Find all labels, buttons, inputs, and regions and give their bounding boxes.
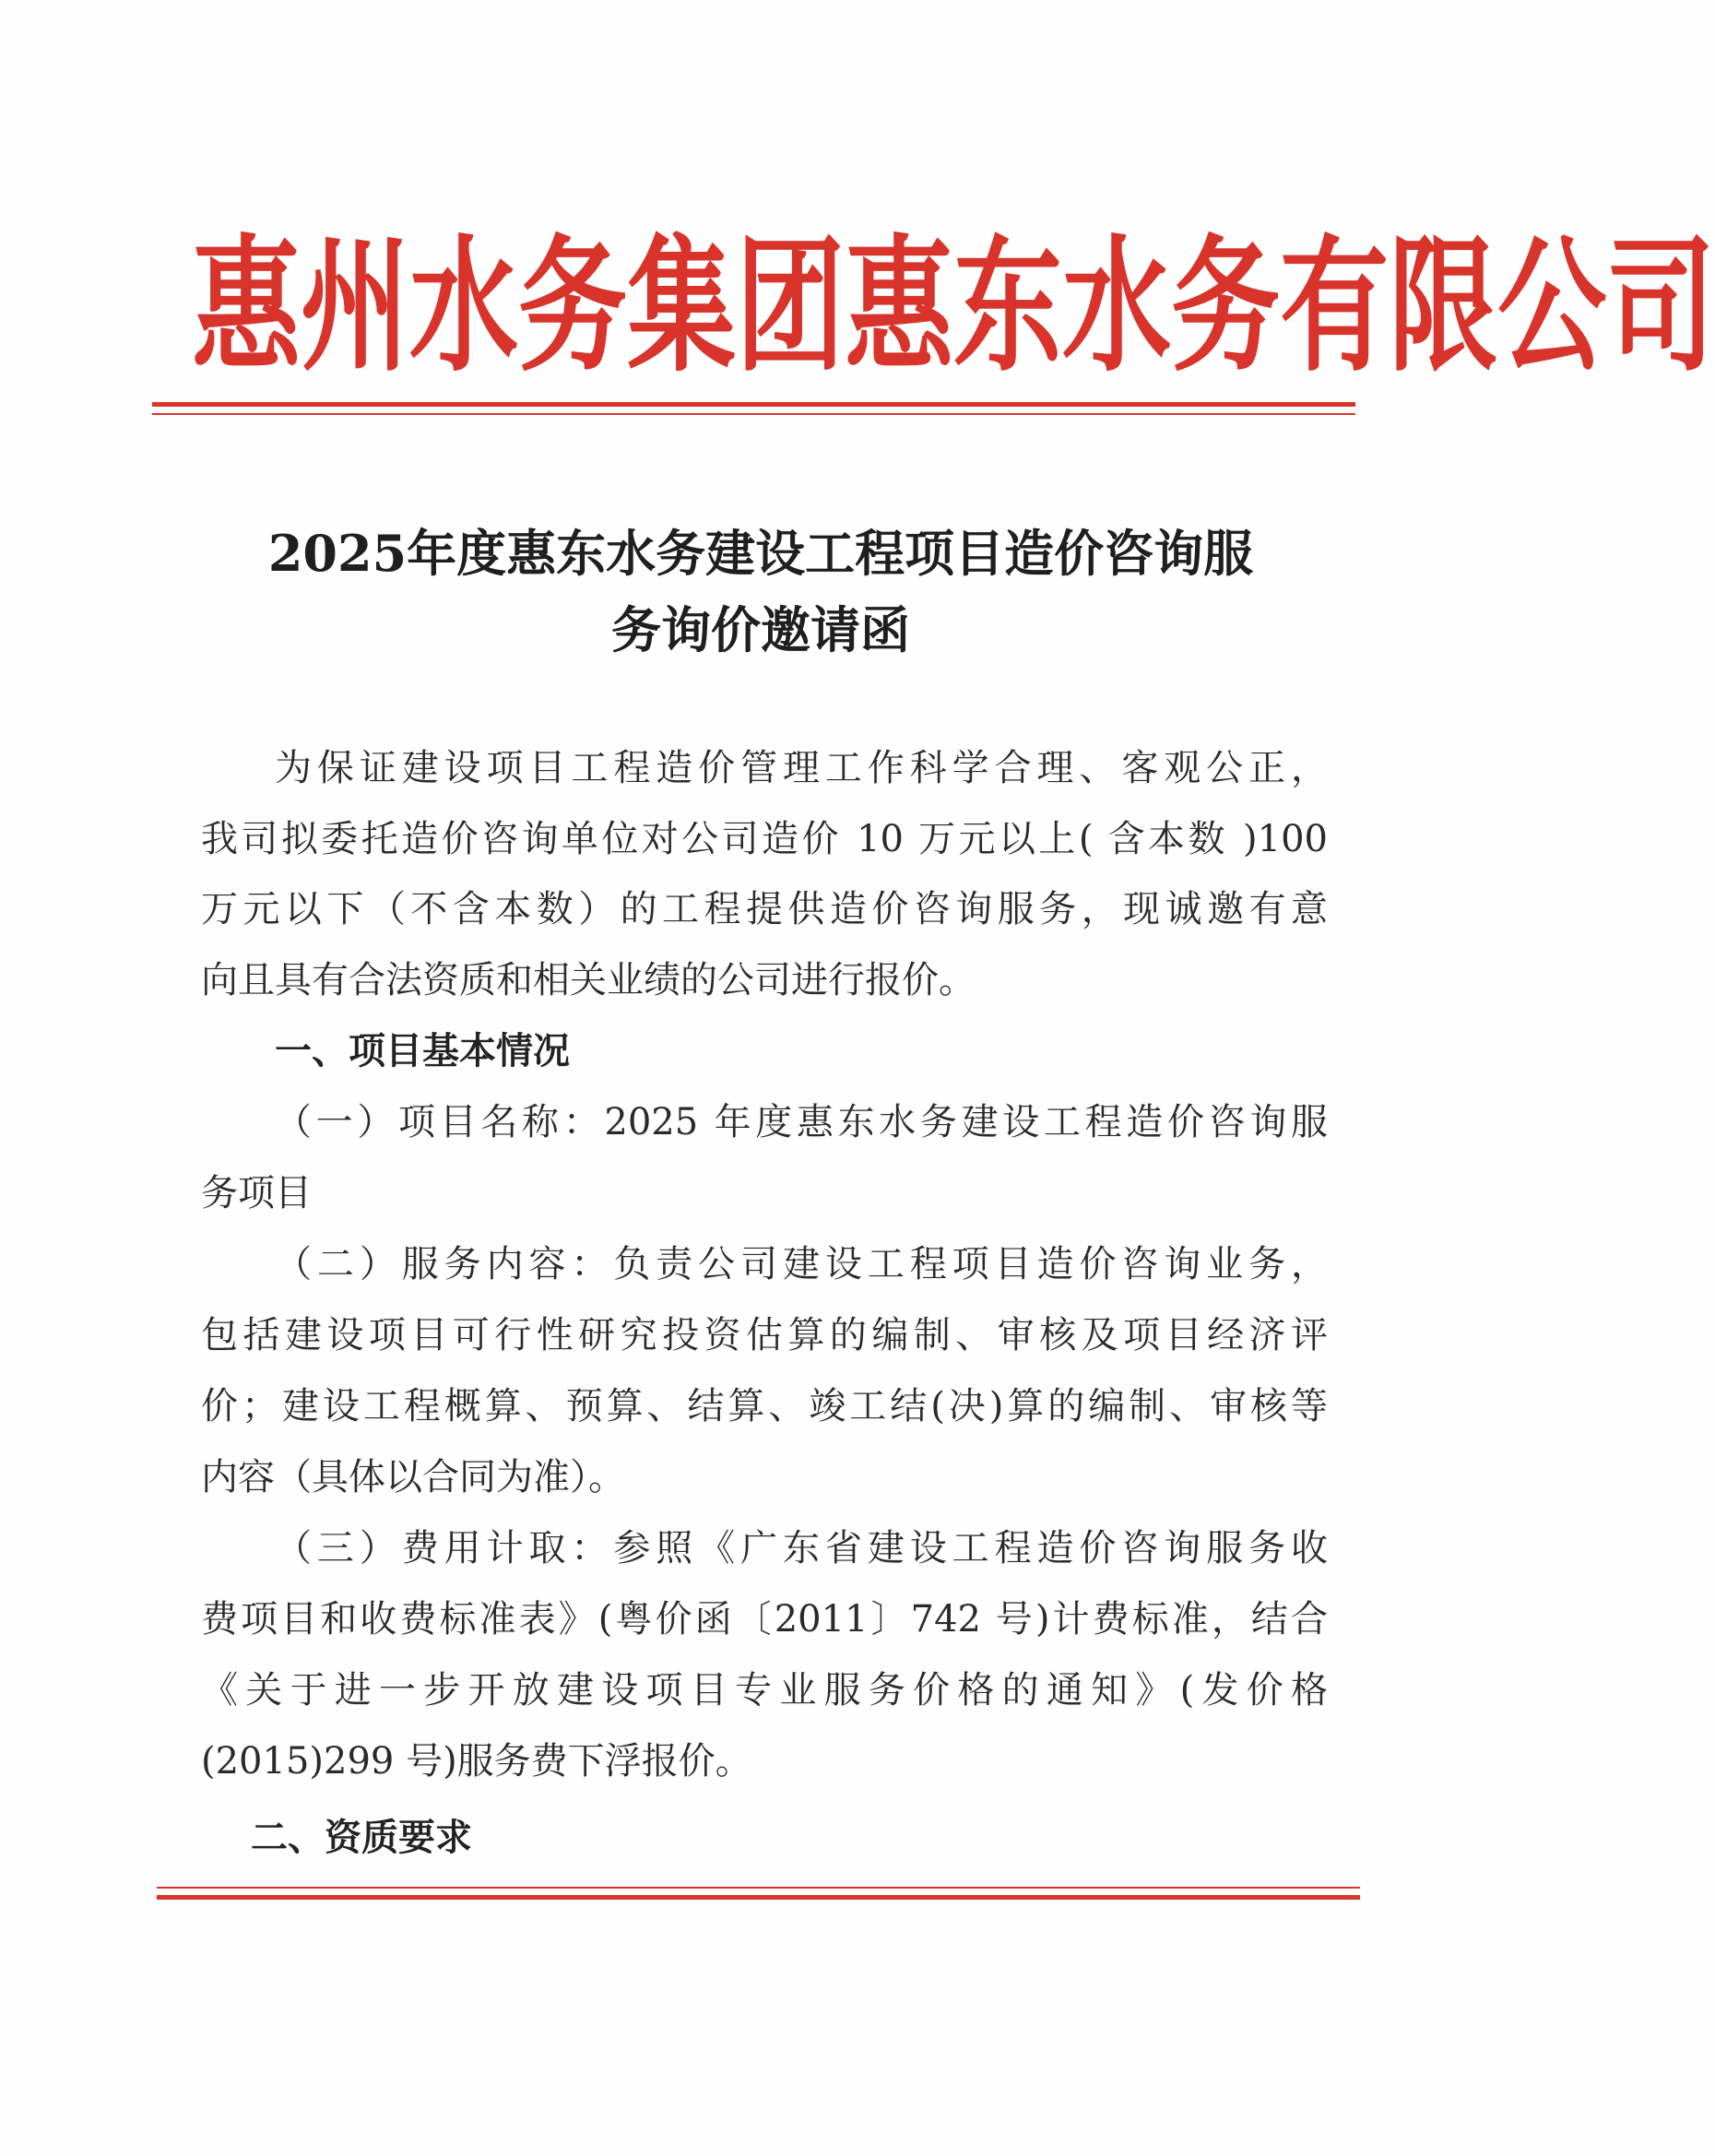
- letterhead-char: 限: [1389, 220, 1498, 392]
- letterhead-char: 集: [627, 220, 737, 392]
- fee-calculation-line: 费项目和收费标准表》(粤价函〔2011〕742 号)计费标准，结合: [201, 1598, 1328, 1641]
- letterhead-divider-thick: [152, 402, 1355, 407]
- footer-divider-thick: [157, 1895, 1360, 1900]
- service-content-line: （二）服务内容：负责公司建设工程项目造价咨询业务，: [275, 1243, 1328, 1285]
- fee-calculation-line: （三）费用计取：参照《广东省建设工程造价咨询服务收: [275, 1527, 1328, 1570]
- service-content-line: 价；建设工程概算、预算、结算、竣工结(决)算的编制、审核等: [201, 1385, 1328, 1427]
- intro-line: 为保证建设项目工程造价管理工作科学合理、客观公正，: [275, 747, 1328, 789]
- letterhead-char: 水: [1062, 220, 1172, 392]
- letterhead-company-name: [192, 214, 1715, 398]
- letterhead-char: 州: [301, 220, 410, 392]
- letterhead-char: 团: [736, 220, 846, 392]
- letterhead-char: 务: [518, 220, 628, 392]
- fee-calculation-line: (2015)299 号)服务费下浮报价。: [201, 1740, 752, 1783]
- letterhead-char: 务: [1171, 220, 1281, 392]
- letterhead-char: 东: [953, 220, 1063, 392]
- letterhead-char: 水: [409, 220, 519, 392]
- project-name-line: （一）项目名称：2025 年度惠东水务建设工程造价咨询服: [275, 1101, 1328, 1143]
- letterhead-char: 有: [1280, 220, 1390, 392]
- service-content-line: 包括建设项目可行性研究投资估算的编制、审核及项目经济评: [201, 1314, 1328, 1356]
- intro-line: 向且具有合法资质和相关业绩的公司进行报价。: [201, 959, 976, 1001]
- document-title-line: 2025年度惠东水务建设工程项目造价咨询服: [267, 524, 1254, 583]
- letterhead-divider-thin: [152, 413, 1355, 415]
- letterhead-char: 惠: [845, 220, 954, 392]
- document-title-line: 务询价邀请函: [611, 600, 910, 659]
- intro-line: 我司拟委托造价咨询单位对公司造价 10 万元以上( 含本数 )100: [201, 818, 1328, 860]
- letterhead-char: 司: [1606, 220, 1715, 392]
- footer-divider-thin: [157, 1887, 1360, 1889]
- project-name-line: 务项目: [201, 1172, 312, 1214]
- service-content-line: 内容（具体以合同为准）。: [201, 1456, 625, 1499]
- section-heading-project-info: 一、项目基本情况: [275, 1030, 570, 1072]
- fee-calculation-line: 《关于进一步开放建设项目专业服务价格的通知》(发价格: [201, 1669, 1328, 1712]
- intro-line: 万元以下（不含本数）的工程提供造价咨询服务，现诚邀有意: [201, 888, 1328, 930]
- letterhead-char: 公: [1497, 220, 1607, 392]
- section-heading-qualification: 二、资质要求: [251, 1817, 472, 1859]
- letterhead-char: 惠: [192, 220, 302, 392]
